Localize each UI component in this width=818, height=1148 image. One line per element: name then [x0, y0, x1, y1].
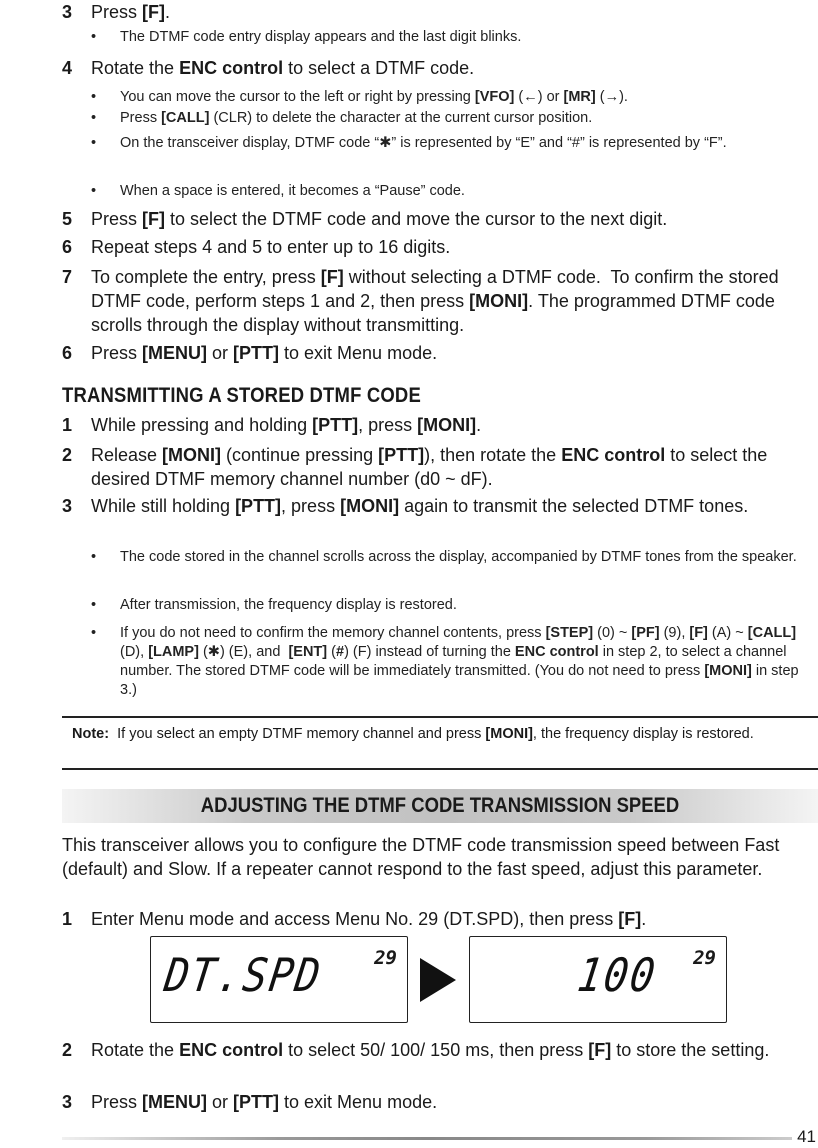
step-3-text: Press [F].	[91, 2, 171, 22]
note-text: Note: If you select an empty DTMF memory channel and press [MONI], the frequency display is restored.	[72, 726, 754, 742]
section-banner-speed	[62, 789, 818, 823]
bullet-direct-keys: • If you do not need to confirm the memory channel contents, press [STEP] (0) ~ [PF] (9), [F] (A) ~ [CALL] (D), [LAMP] (✱) (E), and [ENT] (#) (F) instead of turning the ENC control in step 2, to select a channel number. The stored DTMF code will be immediately transmitted. (You do not need to press [MONI] in step 3.)	[91, 625, 799, 698]
note-top-rule	[62, 716, 818, 718]
bullet-entry-display: • The DTMF code entry display appears and the last digit blinks.	[91, 29, 522, 45]
lcd-display-value	[469, 936, 727, 1023]
bullet-code-scrolls: • The code stored in the channel scrolls across the display, accompanied by DTMF tones from the speaker.	[91, 549, 797, 565]
transmit-step-3: 3 While still holding [PTT], press [MONI] again to transmit the selected DTMF tones.	[62, 496, 749, 516]
page-number: 41	[797, 1127, 816, 1146]
lcd-speed-value: 100	[574, 949, 660, 1003]
bullet-pause-code: • When a space is entered, it becomes a “Pause” code.	[91, 183, 465, 199]
bullet-frequency-restored: • After transmission, the frequency display is restored.	[91, 597, 457, 613]
speed-step-3: 3 Press [MENU] or [PTT] to exit Menu mode.	[62, 1092, 438, 1112]
transmit-step-2: 2 Release [MONI] (continue pressing [PTT]), then rotate the ENC control to select the desired DTMF memory channel number (d0 ~ dF).	[62, 445, 768, 489]
bullet-cursor-move: • You can move the cursor to the left or right by pressing [VFO] (←) or [MR] (→).	[91, 89, 628, 105]
lcd-display-menu	[150, 936, 408, 1023]
section-heading-transmitting: TRANSMITTING A STORED DTMF CODE	[62, 384, 421, 407]
step-4: 4 Rotate the ENC control to select a DTMF code.	[62, 58, 475, 78]
step-5: 5 Press [F] to select the DTMF code and move the cursor to the next digit.	[62, 209, 668, 229]
lcd-value-menu-number: 29	[693, 947, 716, 969]
speed-step-2: 2 Rotate the ENC control to select 50/ 100/ 150 ms, then press [F] to store the setting.	[62, 1040, 770, 1060]
note-bottom-rule	[62, 768, 818, 770]
arrow-right-icon	[420, 958, 456, 1002]
step-exit-menu: 6 Press [MENU] or [PTT] to exit Menu mode.	[62, 343, 438, 363]
lcd-menu-number: 29	[374, 947, 397, 969]
bullet-display-codes: • On the transceiver display, DTMF code “✱” is represented by “E” and “#” is represented by “F”.	[91, 135, 727, 151]
speed-intro-paragraph: This transceiver allows you to configure the DTMF code transmission speed between Fast (default) and Slow. If a repeater cannot respond to the fast speed, adjust this parameter.	[62, 835, 780, 879]
speed-step-1: 1 Enter Menu mode and access Menu No. 29 (DT.SPD), then press [F].	[62, 909, 647, 929]
section-heading-speed: ADJUSTING THE DTMF CODE TRANSMISSION SPEED	[200, 794, 680, 817]
footer-rule	[62, 1137, 792, 1140]
bullet-call-clear: • Press [CALL] (CLR) to delete the character at the current cursor position.	[91, 110, 593, 126]
lcd-menu-label: DT.SPD	[161, 949, 326, 1003]
step-7: 7 To complete the entry, press [F] without selecting a DTMF code. To confirm the stored DTMF code, perform steps 1 and 2, then press [MONI]. The programmed DTMF code scrolls through the display without transmitting.	[62, 267, 779, 335]
step-3: 3 Press [F].	[62, 0, 807, 24]
step-6: 6 Repeat steps 4 and 5 to enter up to 16 digits.	[62, 237, 451, 257]
transmit-step-1: 1 While pressing and holding [PTT], press [MONI].	[62, 415, 482, 435]
